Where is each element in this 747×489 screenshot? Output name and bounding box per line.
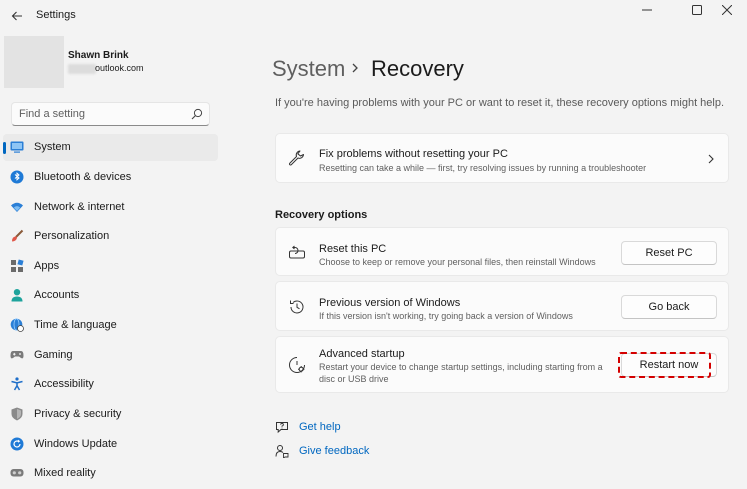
sidebar-item-label: Accounts bbox=[34, 289, 80, 301]
minimize-icon bbox=[642, 5, 652, 15]
section-title: Recovery options bbox=[275, 209, 368, 221]
gamepad-icon bbox=[10, 348, 24, 362]
wrench-icon bbox=[288, 150, 306, 168]
user-email: outlook.com bbox=[95, 63, 144, 73]
go-back-button[interactable]: Go back bbox=[621, 295, 717, 319]
bluetooth-icon bbox=[10, 170, 24, 184]
sidebar-item-time-language[interactable] bbox=[3, 312, 218, 339]
search-icon bbox=[191, 108, 203, 120]
previous-version-card bbox=[275, 281, 729, 331]
advanced-startup-icon bbox=[288, 356, 306, 374]
apps-icon bbox=[10, 259, 24, 273]
sidebar-item-personalization[interactable] bbox=[3, 223, 218, 250]
person-icon bbox=[10, 288, 24, 302]
sidebar-item-label: Windows Update bbox=[34, 438, 118, 450]
sidebar-item-mixed-reality[interactable] bbox=[3, 460, 218, 487]
update-icon bbox=[10, 437, 24, 451]
previous-version-title: Previous version of Windows bbox=[319, 297, 461, 309]
fix-problems-card[interactable] bbox=[275, 133, 729, 183]
fix-problems-subtitle: Resetting can take a while — first, try resolving issues by running a troubleshooter bbox=[319, 163, 647, 173]
restart-now-highlight bbox=[618, 352, 711, 378]
page-title: Recovery bbox=[371, 56, 464, 81]
sidebar-item-label: Bluetooth & devices bbox=[34, 171, 132, 183]
history-icon bbox=[288, 298, 306, 316]
monitor-icon bbox=[10, 140, 24, 154]
sidebar-item-label: Privacy & security bbox=[34, 408, 122, 420]
get-help-link[interactable] bbox=[275, 419, 341, 435]
active-indicator bbox=[3, 142, 6, 154]
shield-icon bbox=[10, 407, 24, 421]
restart-now-button[interactable]: Restart now bbox=[621, 353, 717, 377]
advanced-startup-subtitle: Restart your device to change startup settings, including starting from a disc or USB drive bbox=[319, 362, 603, 384]
get-help-label: Get help bbox=[299, 421, 341, 433]
minimize-button[interactable] bbox=[627, 0, 667, 20]
search-box[interactable] bbox=[11, 102, 210, 126]
reset-pc-card bbox=[275, 227, 729, 276]
fix-problems-title: Fix problems without resetting your PC bbox=[319, 148, 508, 160]
sidebar-item-label: Apps bbox=[34, 260, 60, 272]
globe-clock-icon bbox=[10, 318, 24, 332]
chevron-right-icon bbox=[349, 60, 361, 76]
give-feedback-label: Give feedback bbox=[299, 445, 370, 457]
give-feedback-link[interactable] bbox=[275, 443, 369, 459]
email-redaction bbox=[68, 64, 96, 74]
title-bar bbox=[0, 0, 747, 32]
sidebar-item-label: System bbox=[34, 141, 71, 153]
maximize-icon bbox=[692, 5, 702, 15]
headset-icon bbox=[10, 466, 24, 480]
sidebar-item-system[interactable] bbox=[3, 134, 218, 161]
previous-version-subtitle: If this version isn't working, try going back a version of Windows bbox=[319, 311, 573, 321]
close-button[interactable] bbox=[707, 0, 747, 20]
app-title: Settings bbox=[36, 9, 76, 21]
chevron-right-icon bbox=[706, 153, 716, 165]
back-button[interactable] bbox=[6, 6, 28, 26]
sidebar-item-windows-update[interactable] bbox=[3, 431, 218, 458]
close-icon bbox=[722, 5, 732, 15]
breadcrumb-parent[interactable]: System bbox=[272, 56, 346, 81]
sidebar-item-label: Network & internet bbox=[34, 201, 125, 213]
sidebar-item-apps[interactable] bbox=[3, 253, 218, 280]
sidebar-item-accounts[interactable] bbox=[3, 282, 218, 309]
help-icon bbox=[275, 420, 289, 434]
sidebar-item-accessibility[interactable] bbox=[3, 371, 218, 398]
sidebar-item-bluetooth[interactable] bbox=[3, 164, 218, 191]
accessibility-icon bbox=[10, 377, 24, 391]
sidebar-item-label: Personalization bbox=[34, 230, 110, 242]
advanced-startup-title: Advanced startup bbox=[319, 348, 405, 360]
user-name: Shawn Brink bbox=[68, 50, 129, 61]
search-input[interactable]: Find a setting bbox=[19, 108, 86, 120]
sidebar-item-network[interactable] bbox=[3, 194, 218, 221]
feedback-icon bbox=[275, 444, 289, 458]
sidebar-item-label: Gaming bbox=[34, 349, 73, 361]
sidebar-item-label: Time & language bbox=[34, 319, 117, 331]
page-description: If you're having problems with your PC or want to reset it, these recovery options might help. bbox=[275, 97, 725, 109]
brush-icon bbox=[10, 229, 24, 243]
sidebar-item-gaming[interactable] bbox=[3, 342, 218, 369]
reset-pc-icon bbox=[288, 243, 306, 261]
sidebar-item-label: Accessibility bbox=[34, 378, 94, 390]
sidebar-item-label: Mixed reality bbox=[34, 467, 96, 479]
reset-pc-subtitle: Choose to keep or remove your personal files, then reinstall Windows bbox=[319, 257, 596, 267]
avatar[interactable] bbox=[4, 36, 64, 88]
reset-pc-button[interactable]: Reset PC bbox=[621, 241, 717, 265]
wifi-icon bbox=[10, 200, 24, 214]
reset-pc-title: Reset this PC bbox=[319, 243, 387, 255]
sidebar-item-privacy[interactable] bbox=[3, 401, 218, 428]
arrow-left-icon bbox=[11, 10, 23, 22]
